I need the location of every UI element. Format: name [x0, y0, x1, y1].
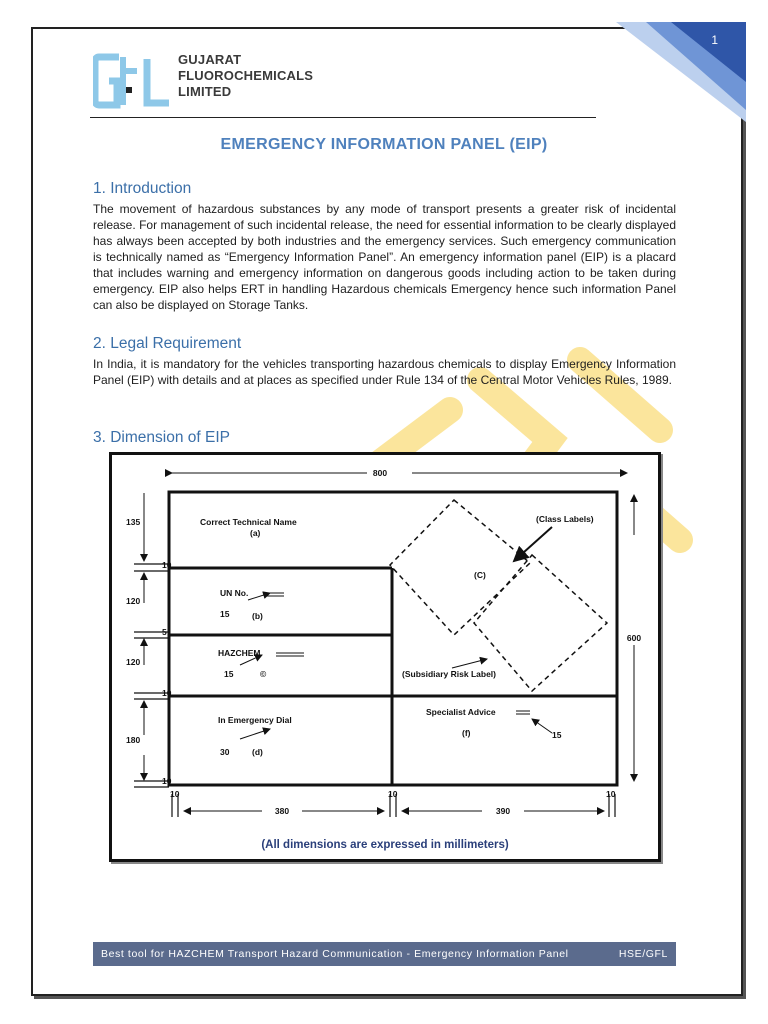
- class-labels-text: (Class Labels): [536, 514, 594, 524]
- footer-left-text: Best tool for HAZCHEM Transport Hazard Communication - Emergency Information Panel: [101, 948, 569, 960]
- heading-dimension: 3. Dimension of EIP: [93, 429, 230, 446]
- footer-bar: [93, 942, 676, 966]
- gfl-logo: [93, 53, 173, 109]
- page-number: 1: [711, 33, 718, 47]
- footer-right-text: HSE/GFL: [618, 948, 668, 960]
- specialist-size: 15: [552, 730, 562, 740]
- cell-b-size: 15: [220, 609, 230, 619]
- gap-5-label: 5: [162, 627, 167, 637]
- cell-b-code: (b): [252, 611, 263, 621]
- specialist-code: (f): [462, 728, 471, 738]
- class-code-text: (C): [474, 570, 486, 580]
- dim-120-c-label: 120: [126, 657, 141, 667]
- dim-390-label: 390: [495, 806, 511, 816]
- dim-120-b-label: 120: [126, 596, 141, 606]
- dim-600-label: 600: [626, 633, 642, 643]
- document-title: EMERGENCY INFORMATION PANEL (EIP): [220, 136, 548, 153]
- gap-10-a-label: 10: [162, 560, 172, 570]
- cell-d-label: In Emergency Dial: [218, 715, 292, 725]
- cell-d-size: 30: [220, 747, 230, 757]
- heading-legal-requirement: 2. Legal Requirement: [93, 335, 242, 352]
- cell-d-code: (d): [252, 747, 263, 757]
- dim-800-label: 800: [372, 468, 388, 478]
- header-divider: [90, 117, 596, 118]
- dim-380-label: 380: [274, 806, 290, 816]
- eip-diagram-svg: [112, 455, 658, 859]
- cell-c-label: HAZCHEM: [218, 648, 261, 658]
- cell-b-label: UN No.: [220, 588, 249, 598]
- company-line-1: GUJARAT: [178, 52, 242, 67]
- gap-10-c-label: 10: [162, 688, 172, 698]
- cell-c-size: 15: [224, 669, 234, 679]
- company-line-3: LIMITED: [178, 84, 232, 99]
- diagram-caption: (All dimensions are expressed in millimeters): [261, 839, 509, 851]
- paragraph-introduction: The movement of hazardous substances by any mode of transport presents a greater risk of incidental release. For management of such incidental release, the need for essential information to be clearly displayed has always been accepted by both industries and the emergency services. Such emergency communication is technically named as “Emergency Information Panel”. An emergency information panel (EIP) is a placard that includes warning and emergency information on dangerous goods including action to be taken during emergency. EIP also helps ERT in handling Hazardous chemicals Emergency hence such information Panel can also be displayed on Storage Tanks.: [93, 202, 676, 312]
- specialist-advice-label: Specialist Advice: [426, 707, 496, 717]
- gap-10-d-label: 10: [162, 776, 172, 786]
- specialist-pointer: [532, 719, 552, 733]
- eip-dimension-diagram: [109, 452, 661, 862]
- cell-c-code: ©: [260, 669, 267, 679]
- dim-180-label: 180: [126, 735, 141, 745]
- company-name: [178, 52, 313, 100]
- dim-135-label: 135: [126, 517, 141, 527]
- class-label-diamond: [390, 500, 530, 635]
- gap-10-mid-label: 10: [388, 789, 398, 799]
- paragraph-legal-requirement: In India, it is mandatory for the vehicles transporting hazardous chemicals to display Emergency Information Panel (EIP) with details and at places as specified under Rule 134 of the Central Motor Vehicles Rules, 1989.: [93, 357, 676, 387]
- cell-a-label: Correct Technical Name: [200, 517, 297, 527]
- company-line-2: FLUOROCHEMICALS: [178, 68, 314, 83]
- emergency-dial-pointer: [240, 729, 270, 739]
- subsidiary-pointer: [452, 659, 487, 668]
- heading-introduction: 1. Introduction: [93, 180, 192, 197]
- subsidiary-label-text: (Subsidiary Risk Label): [402, 669, 496, 679]
- gap-10-right-label: 10: [606, 789, 616, 799]
- gap-10-left-label: 10: [170, 789, 180, 799]
- cell-a-code: (a): [250, 528, 261, 538]
- corner-ribbon: [596, 22, 746, 122]
